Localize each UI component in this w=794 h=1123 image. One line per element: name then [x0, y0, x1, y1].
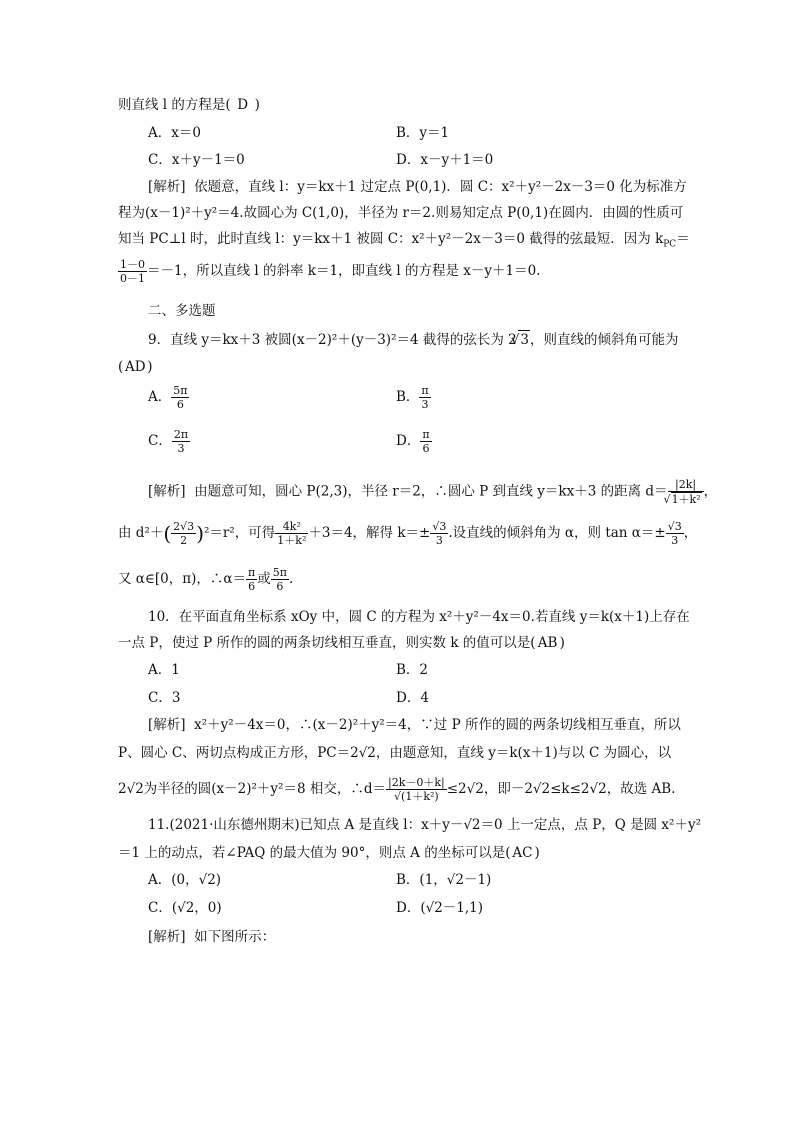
q8-option-b: B．y＝1 — [396, 125, 450, 141]
q10-option-a: A．1 — [148, 662, 180, 678]
q11-option-b: B．(1，√2－1) — [396, 872, 492, 888]
q8-analysis-line-3: 知当 PC⊥l 时，此时直线 l：y＝kx＋1 被圆 C：x²＋y²－2x－3＝0 截得的弦最短．因为 $k_{PC}=$ — [118, 231, 690, 250]
q10-option-b: B．2 — [396, 662, 429, 678]
q9-option-c: C． $\frac{2\pi}{3}$ — [148, 428, 189, 455]
q9-answer: AD — [124, 359, 146, 375]
q11-stem-line-2: ＝1 上的动点，若∠PAQ 的最大值为 90°，则点 A 的坐标可以是( AC ) — [118, 845, 540, 861]
q11-option-a: A．(0，√2) — [148, 872, 222, 888]
q10-analysis-line-2: P、圆心 C、两切点构成正方形，PC＝2√2，由题意知，直线 y＝k(x＋1)与以 C 为圆心，以 — [118, 745, 672, 761]
q9-option-d: D． $\frac{\pi}{6}$ — [396, 428, 430, 455]
q9-option-a: A． $\frac{5\pi}{6}$ — [148, 384, 188, 411]
q11-analysis-line-1: [解析] 如下图所示： — [148, 929, 276, 945]
q10-answer: AB — [537, 635, 558, 651]
q8-stem: 则直线 l 的方程是( D ) — [118, 97, 260, 113]
q8-option-c: C．x＋y－1＝0 — [148, 152, 245, 168]
q10-option-d: D．4 — [396, 690, 429, 706]
q8-analysis-line-1: [解析] 依题意，直线 l：y＝kx＋1 过定点 P(0,1)．圆 C：x²＋y²－2x－3＝0 化为标准方 — [148, 179, 687, 195]
q9-analysis-line-1: [解析] 由题意可知，圆心 P(2,3)，半径 r＝2，∴圆心 P 到直线 y＝kx＋3 的距离 d＝ |2k| √ 1＋k² ， — [148, 478, 717, 506]
q11-option-d: D．(√2－1,1) — [396, 900, 484, 916]
q10-analysis-line-1: [解析] x²＋y²－4x＝0，∴(x－2)²＋y²＝4，∵过 P 所作的圆的两条切线相互垂直，所以 — [148, 717, 681, 733]
q9-analysis-line-3: 又 α∈[0，π)，∴α＝ $\frac{\pi}{6}$ 或 $\frac{5\pi}{6}$ . — [118, 566, 294, 593]
q9-stem: 9．直线 y＝kx＋3 被圆(x－2)²＋(y－3)²＝4 截得的弦长为 2√ 3，则直线的倾斜角可能为 — [148, 330, 678, 349]
q9-analysis-line-2: 由 d²＋( $\frac{2√3}{2}$ )²＝r²，可得 $\frac{\text{4k²}}{\text{1＋k²}}$ ＋3＝4，解得 k＝± $\frac{√3}{3}$ .设直线的倾斜角为 α，则 tan α＝± $\frac{√3}{3}$ ， — [118, 520, 698, 547]
q11-answer: AC — [512, 845, 533, 861]
q8-answer: D — [237, 97, 249, 113]
q9-option-b: B． $\frac{\pi}{3}$ — [396, 384, 429, 411]
q10-stem-line-2: 一点 P，使过 P 所作的圆的两条切线相互垂直，则实数 k 的值可以是( AB ) — [118, 635, 565, 651]
q11-stem-line-1: 11.(2021·山东德州期末)已知点 A 是直线 l：x＋y－√2＝0 上一定点，点 P，Q 是圆 x²＋y² — [148, 817, 701, 833]
q8-option-d: D．x－y＋1＝0 — [396, 152, 494, 168]
q8-analysis-line-2: 程为(x－1)²＋y²＝4.故圆心为 C(1,0)，半径为 r＝2.则易知定点 P(0,1)在圆内．由圆的性质可 — [118, 205, 684, 221]
q8-analysis-line-4: $\frac{1-0}{0-1}$ ＝－1，所以直线 l 的斜率 k＝1，即直线 l 的方程是 x－y＋1＝0. — [120, 258, 541, 285]
section-title: 二、多选题 — [148, 303, 216, 319]
q11-option-c: C．(√2，0) — [148, 900, 222, 916]
q9-answer-line: ( AD ) — [118, 359, 153, 375]
q10-analysis-line-3: 2√2为半径的圆(x－2)²＋y²＝8 相交，∴d＝ $\frac{|2k-0+k|}{\text{√(1＋k²)}}$ ≤2√2，即－2√2≤k≤2√2，故选 AB. — [118, 776, 676, 803]
fraction: $\frac{1-0}{0-1}$ — [120, 258, 145, 285]
analysis-tag: [解析] — [148, 179, 186, 195]
q10-option-c: C．3 — [148, 690, 181, 706]
q10-stem-line-1: 10．在平面直角坐标系 xOy 中，圆 C 的方程为 x²＋y²－4x＝0.若直线 y＝k(x＋1)上存在 — [148, 609, 690, 625]
q8-option-a: A．x＝0 — [148, 125, 201, 141]
